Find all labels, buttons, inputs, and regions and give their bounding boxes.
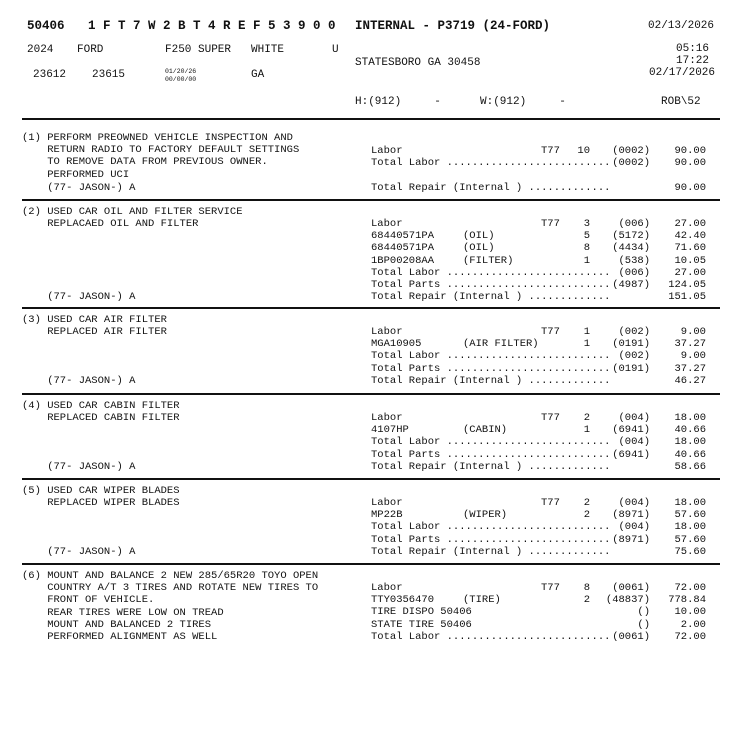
job-description-line: (1) PERFORM PREOWNED VEHICLE INSPECTION AND (22, 132, 293, 144)
city-state-zip: STATESBORO GA 30458 (355, 57, 481, 69)
reference: (4987) (612, 279, 650, 291)
quantity: 2 (583, 497, 590, 509)
quantity: 2 (583, 594, 590, 607)
part-description: (OIL) (463, 230, 495, 243)
amount: 18.00 (674, 521, 706, 534)
amount: 10.00 (674, 606, 706, 619)
amount: 27.00 (674, 218, 706, 230)
quantity: 1 (583, 424, 590, 437)
vehicle-model: F250 SUPER (165, 44, 232, 56)
quantity: 3 (583, 218, 590, 230)
job-description-line: REAR TIRES WERE LOW ON TREAD (22, 606, 224, 619)
amount: 57.60 (674, 533, 706, 546)
quantity: 2 (583, 509, 590, 522)
repair-line-label: 4107HP (371, 424, 409, 437)
quantity: 1 (583, 326, 590, 338)
advisor: ROB\52 (661, 96, 701, 108)
job-description-line: (3) USED CAR AIR FILTER (22, 314, 167, 326)
reference: (4434) (612, 242, 650, 255)
amount: 18.00 (674, 436, 706, 449)
reference: (6941) (612, 448, 650, 461)
reference: (6941) (612, 424, 650, 437)
job-divider (22, 478, 720, 480)
home-phone: H:(912) - (355, 96, 441, 108)
quantity: 8 (583, 242, 590, 255)
job-description-line: REPLACAED OIL AND FILTER (22, 218, 199, 231)
repair-line-label: STATE TIRE 50406 (371, 618, 472, 631)
technician: (77- JASON-) A (22, 291, 136, 304)
repair-line-label: Labor (371, 326, 403, 338)
quantity: 1 (583, 338, 590, 351)
part-description: (FILTER) (463, 254, 514, 267)
technician: (77- JASON-) A (22, 181, 136, 194)
job-description-line: REPLACED CABIN FILTER (22, 412, 180, 425)
job-description-line: (4) USED CAR CABIN FILTER (22, 400, 180, 412)
vehicle-flag: U (332, 44, 339, 56)
amount: 27.00 (674, 266, 706, 279)
vehicle-make: FORD (77, 44, 104, 56)
reference: (002) (618, 326, 650, 338)
amount: 57.60 (674, 509, 706, 522)
amount: 9.00 (680, 350, 706, 363)
part-description: (AIR FILTER) (463, 338, 539, 351)
quantity: 1 (583, 254, 590, 267)
amount: 75.60 (674, 545, 706, 558)
reference: (0061) (612, 582, 650, 594)
reference: (004) (618, 436, 650, 449)
reference: (0002) (612, 145, 650, 157)
amount: 72.00 (674, 582, 706, 594)
reference: (006) (618, 218, 650, 230)
technician: (77- JASON-) A (22, 374, 136, 387)
total-line-label: Total Labor .......................... (371, 350, 611, 363)
repair-line-label: 1BP00208AA (371, 254, 435, 267)
quantity: 2 (583, 412, 590, 424)
job-description-line: PERFORMED ALIGNMENT AS WELL (22, 631, 218, 643)
amount: 37.27 (674, 338, 706, 351)
job-divider (22, 563, 720, 565)
vin: 1 F T 7 W 2 B T 4 R E F 5 3 9 0 0 (88, 19, 336, 33)
job-description-line: (6) MOUNT AND BALANCE 2 NEW 285/65R20 TOYO OPEN (22, 570, 319, 582)
amount: 18.00 (674, 412, 706, 424)
time-out: 17:22 (676, 55, 710, 67)
reference: (48837) (605, 594, 650, 607)
reference: () (637, 606, 650, 619)
total-line-label: Total Parts .......................... (371, 362, 611, 375)
job-description-line: REPLACED WIPER BLADES (22, 497, 180, 510)
stock-number-1: 23612 (33, 69, 67, 81)
amount: 18.00 (674, 497, 706, 509)
job-description-line: PERFORMED UCI (22, 168, 130, 181)
reference: (0191) (612, 338, 650, 351)
reference: (0191) (612, 362, 650, 375)
stock-number-2: 23615 (92, 69, 126, 81)
repair-line-label: Labor (371, 218, 403, 230)
job-description-line: FRONT OF VEHICLE. (22, 594, 155, 607)
reference: (006) (618, 266, 650, 279)
repair-line-label: MGA10905 (371, 338, 422, 351)
amount: 71.60 (674, 242, 706, 255)
job-description-line: RETURN RADIO TO FACTORY DEFAULT SETTINGS (22, 144, 300, 157)
total-line-label: Total Repair (Internal ) ............. (371, 545, 611, 558)
amount: 40.66 (674, 424, 706, 437)
job-description-line: (2) USED CAR OIL AND FILTER SERVICE (22, 206, 243, 218)
tech-code: T77 (541, 218, 560, 230)
ro-number: 50406 (27, 19, 65, 33)
reference: (5172) (612, 230, 650, 243)
total-line-label: Total Labor .......................... (371, 266, 611, 279)
part-description: (CABIN) (463, 424, 508, 437)
amount: 151.05 (668, 291, 706, 304)
total-line-label: Total Repair (Internal ) ............. (371, 181, 611, 194)
vehicle-color: WHITE (251, 44, 285, 56)
job-description-line: REPLACED AIR FILTER (22, 326, 167, 339)
reference: (8971) (612, 533, 650, 546)
reference: (0061) (612, 630, 650, 643)
total-line-label: Total Repair (Internal ) ............. (371, 374, 611, 387)
repair-line-label: 68440571PA (371, 230, 435, 243)
job-description-line: COUNTRY A/T 3 TIRES AND ROTATE NEW TIRES TO (22, 582, 319, 595)
repair-line-label: TIRE DISPO 50406 (371, 606, 472, 619)
total-line-label: Total Labor .......................... (371, 630, 611, 643)
total-line-label: Total Repair (Internal ) ............. (371, 460, 611, 473)
part-description: (TIRE) (463, 594, 501, 607)
job-divider (22, 393, 720, 395)
repair-line-label: Labor (371, 497, 403, 509)
repair-line-label: MP22B (371, 509, 403, 522)
amount: 72.00 (674, 630, 706, 643)
job-divider (22, 307, 720, 309)
part-description: (WIPER) (463, 509, 508, 522)
repair-line-label: 68440571PA (371, 242, 435, 255)
job-description-line: MOUNT AND BALANCED 2 TIRES (22, 618, 212, 631)
technician: (77- JASON-) A (22, 460, 136, 473)
tech-code: T77 (541, 326, 560, 338)
job-divider (22, 199, 720, 201)
quantity: 8 (583, 582, 590, 594)
quantity: 10 (577, 145, 590, 157)
amount: 9.00 (680, 326, 706, 338)
total-line-label: Total Repair (Internal ) ............. (371, 291, 611, 304)
small-date-1: 01/20/26 (165, 68, 197, 75)
quantity: 5 (583, 230, 590, 243)
total-line-label: Total Parts .......................... (371, 448, 611, 461)
amount: 46.27 (674, 374, 706, 387)
amount: 37.27 (674, 362, 706, 375)
amount: 10.05 (674, 254, 706, 267)
amount: 124.05 (668, 279, 706, 291)
header-date: 02/13/2026 (648, 20, 715, 32)
repair-line-label: Labor (371, 145, 403, 157)
amount: 90.00 (674, 181, 706, 194)
total-line-label: Total Parts .......................... (371, 533, 611, 546)
job-description-line: (5) USED CAR WIPER BLADES (22, 485, 180, 497)
reference: (004) (618, 412, 650, 424)
tech-code: T77 (541, 497, 560, 509)
promised-date: 02/17/2026 (649, 67, 716, 79)
part-description: (OIL) (463, 242, 495, 255)
repair-line-label: Labor (371, 412, 403, 424)
tech-code: T77 (541, 582, 560, 594)
repair-line-label: Labor (371, 582, 403, 594)
reference: (004) (618, 521, 650, 534)
amount: 90.00 (674, 145, 706, 157)
amount: 42.40 (674, 230, 706, 243)
amount: 90.00 (674, 157, 706, 170)
repair-line-label: TTY0356470 (371, 594, 435, 607)
total-line-label: Total Labor .......................... (371, 436, 611, 449)
job-description-line: TO REMOVE DATA FROM PREVIOUS OWNER. (22, 156, 268, 169)
reference: (8971) (612, 509, 650, 522)
small-date-2: 00/00/00 (165, 76, 197, 83)
reference: (538) (618, 254, 650, 267)
reference: (004) (618, 497, 650, 509)
reference: () (637, 618, 650, 631)
total-line-label: Total Labor .......................... (371, 521, 611, 534)
state: GA (251, 69, 265, 81)
work-phone: W:(912) - (480, 96, 566, 108)
reference: (0002) (612, 157, 650, 170)
amount: 58.66 (674, 460, 706, 473)
amount: 2.00 (680, 618, 706, 631)
document-title: INTERNAL - P3719 (24-FORD) (355, 19, 551, 33)
amount: 40.66 (674, 448, 706, 461)
vehicle-year: 2024 (27, 44, 54, 56)
total-line-label: Total Labor .......................... (371, 157, 611, 170)
time-in: 05:16 (676, 43, 710, 55)
amount: 778.84 (668, 594, 706, 607)
total-line-label: Total Parts .......................... (371, 279, 611, 291)
tech-code: T77 (541, 412, 560, 424)
reference: (002) (618, 350, 650, 363)
tech-code: T77 (541, 145, 560, 157)
technician: (77- JASON-) A (22, 545, 136, 558)
header-divider (22, 118, 720, 120)
